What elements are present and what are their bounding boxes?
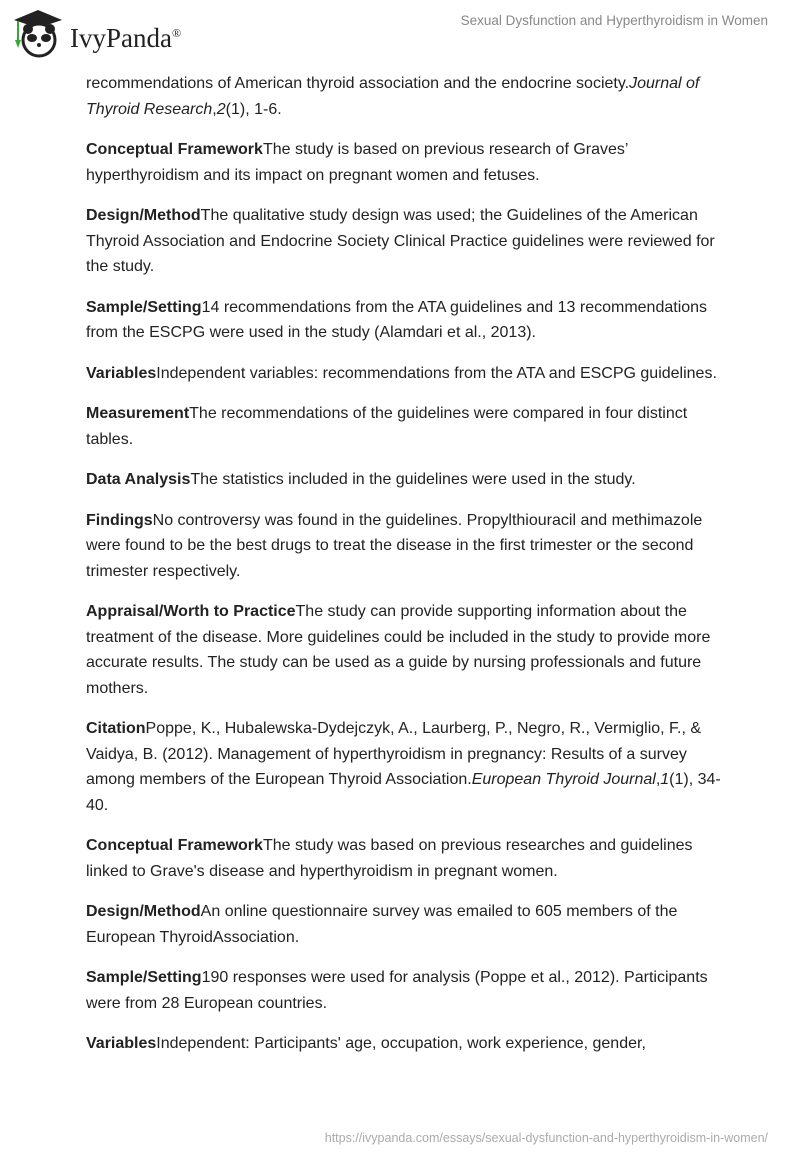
italic-text: Journal of Thyroid Research	[86, 75, 700, 118]
paragraph	[86, 401, 726, 452]
paragraph	[86, 295, 726, 346]
paragraph	[86, 965, 726, 1016]
paragraph-text: The study was based on previous researches and guidelines linked to Grave's disease and hyperthyroidism in pregnant women.	[86, 837, 693, 880]
italic-text: 2	[216, 100, 226, 118]
section-label: Conceptual Framework	[86, 141, 263, 158]
ivypanda-logo[interactable]	[12, 8, 181, 58]
paragraph-text: recommendations of American thyroid association and the endocrine society.	[86, 75, 630, 92]
paragraph-text: 14 recommendations from the ATA guidelines and 13 recommendations from the ESCPG were used in the study (Alamdari et al., 2013).	[86, 298, 708, 341]
paragraph	[86, 71, 726, 122]
italic-text: European Thyroid Journal	[471, 771, 656, 788]
paragraph-text: Independent variables: recommendations from the ATA and ESCPG guidelines.	[156, 364, 717, 382]
section-label: Findings	[86, 511, 153, 529]
paragraph	[86, 361, 726, 387]
section-label: Variables	[86, 1035, 157, 1052]
panda-graduate-icon	[12, 8, 64, 58]
paragraph-text: The study can provide supporting information about the treatment of the disease. More guidelines could be included in the study to provide more accurate results. The study can be used as a guide by nursing professionals and future mothers.	[86, 603, 711, 697]
paragraph-text: The recommendations of the guidelines were compared in four distinct tables.	[86, 405, 688, 448]
source-url[interactable]: https://ivypanda.com/essays/sexual-dysfunction-and-hyperthyroidism-in-women/	[324, 1131, 768, 1145]
logo-text	[70, 23, 181, 54]
paragraph-text: The statistics included in the guidelines were used in the study.	[190, 471, 636, 488]
paragraph-text: ,	[212, 100, 217, 118]
paragraph	[86, 467, 726, 493]
section-label: Sample/Setting	[86, 969, 202, 986]
paragraph	[86, 1031, 726, 1057]
section-label: Variables	[86, 364, 157, 382]
paragraph	[86, 716, 726, 818]
section-label: Data Analysis	[86, 471, 191, 488]
logo-name: IvyPanda	[70, 22, 172, 53]
paragraph-text: An online questionnaire survey was emailed to 605 members of the European ThyroidAssociation.	[86, 903, 678, 946]
paragraph-text: (1), 34-40.	[86, 771, 721, 814]
paragraph-text: The study is based on previous research of Graves’ hyperthyroidism and its impact on pregnant women and fetuses.	[86, 141, 628, 184]
paragraph-text: No controversy was found in the guidelines. Propylthiouracil and methimazole were found to be the best drugs to treat the disease in the first trimester or the second trimester respectively.	[86, 511, 703, 580]
italic-text: 1	[660, 771, 670, 788]
paragraph	[86, 599, 726, 701]
section-label: Citation	[86, 720, 146, 737]
paragraph	[86, 508, 726, 585]
paragraph-text: The qualitative study design was used; the Guidelines of the American Thyroid Association and Endocrine Society Clinical Practice guidelines were reviewed for the study.	[86, 207, 715, 275]
paragraph	[86, 137, 726, 188]
paragraph	[86, 833, 726, 884]
paragraph-text: Independent: Participants' age, occupation, work experience, gender,	[156, 1035, 646, 1052]
section-label: Sample/Setting	[86, 298, 202, 316]
section-label: Appraisal/Worth to Practice	[86, 603, 296, 620]
paragraph	[86, 899, 726, 950]
section-label: Conceptual Framework	[86, 837, 263, 854]
paragraph-text: (1), 1-6.	[225, 100, 282, 118]
paragraph-text: 190 responses were used for analysis (Poppe et al., 2012). Participants were from 28 European countries.	[86, 969, 708, 1012]
essay-body	[86, 71, 726, 1072]
section-label: Design/Method	[86, 903, 201, 920]
paragraph-text: ,	[655, 771, 661, 788]
section-label: Design/Method	[86, 207, 201, 224]
document-title: Sexual Dysfunction and Hyperthyroidism in Women	[460, 13, 768, 28]
section-label: Measurement	[86, 405, 190, 422]
paragraph-text: Poppe, K., Hubalewska-Dydejczyk, A., Laurberg, P., Negro, R., Vermiglio, F., & Vaidya, B. (2012). Management of hyperthyroidism in pregnancy: Results of a survey among members of the European Thyroid Association.	[86, 720, 702, 788]
paragraph	[86, 203, 726, 280]
registered-mark: ®	[171, 25, 182, 40]
